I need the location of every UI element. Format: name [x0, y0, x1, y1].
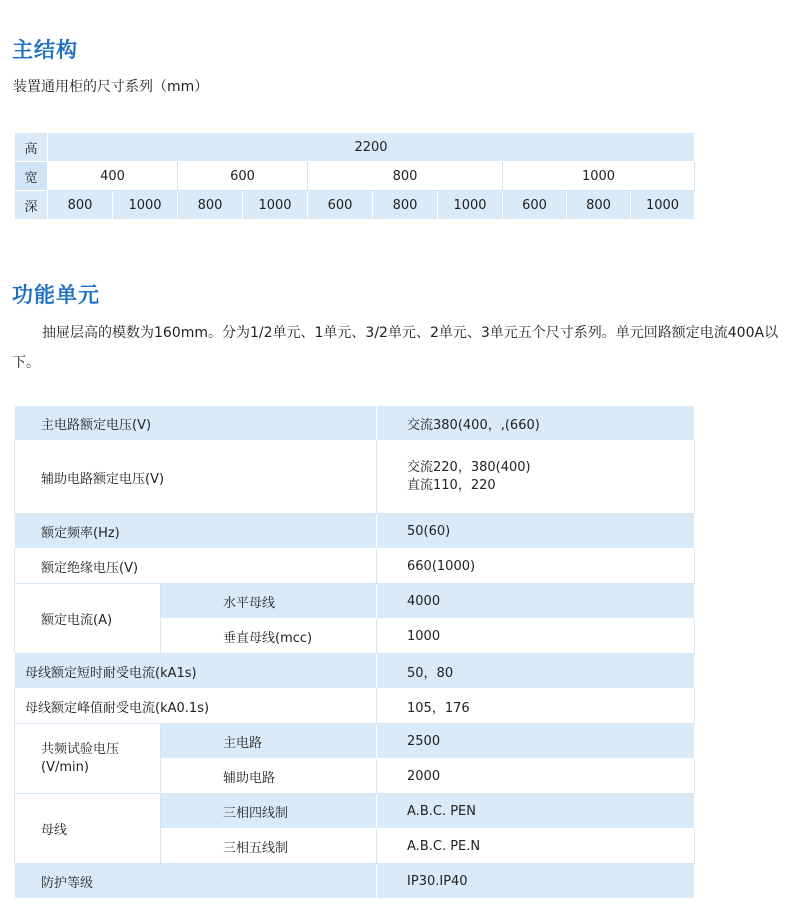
spec-group-label-line: 共频试验电压	[41, 741, 120, 757]
spec-label: 母线额定峰值耐受电流(kA0.1s)	[15, 689, 377, 724]
spec-row-aux-voltage	[15, 441, 695, 514]
depth-value: 800	[178, 191, 243, 220]
height-row	[15, 133, 695, 162]
depth-value: 1000	[113, 191, 178, 220]
spec-row-main-voltage	[15, 406, 695, 441]
dimension-table	[14, 132, 695, 220]
spec-value: 660(1000)	[377, 549, 695, 584]
spec-label: 辅助电路额定电压(V)	[15, 441, 377, 514]
spec-value: 50，80	[377, 654, 695, 689]
function-unit-paragraph: 抽屉层高的模数为160mm。分为1/2单元、1单元、3/2单元、2单元、3单元五个尺寸系列。单元回路额定电流400A以下。	[12, 325, 779, 371]
section-title-function-unit: 功能单元	[12, 283, 100, 307]
spec-value: 4000	[377, 584, 695, 619]
spec-value-line: 直流110，220	[407, 478, 496, 493]
spec-value: 50(60)	[377, 514, 695, 549]
width-label: 宽	[15, 162, 48, 191]
spec-table	[14, 405, 695, 899]
depth-value: 600	[308, 191, 373, 220]
spec-sublabel: 主电路	[161, 724, 377, 759]
section-title-main-structure: 主结构	[12, 38, 78, 62]
spec-group-label	[15, 724, 161, 794]
spec-value-line: 交流220，380(400)	[407, 460, 531, 475]
spec-value: A.B.C. PEN	[377, 794, 695, 829]
section-subtitle: 装置通用柜的尺寸系列（mm）	[13, 79, 209, 95]
spec-value: 2500	[377, 724, 695, 759]
spec-row-insulation	[15, 549, 695, 584]
spec-row-short-time	[15, 654, 695, 689]
spec-label: 防护等级	[15, 864, 377, 899]
spec-value: 2000	[377, 759, 695, 794]
depth-value: 1000	[438, 191, 503, 220]
width-value: 800	[308, 162, 503, 191]
spec-sublabel: 辅助电路	[161, 759, 377, 794]
spec-row-frequency	[15, 514, 695, 549]
spec-label: 额定绝缘电压(V)	[15, 549, 377, 584]
depth-value: 800	[48, 191, 113, 220]
spec-sublabel: 垂直母线(mcc)	[161, 619, 377, 654]
spec-value: A.B.C. PE.N	[377, 829, 695, 864]
height-label: 高	[15, 133, 48, 162]
spec-value: 105，176	[377, 689, 695, 724]
spec-sublabel: 三相四线制	[161, 794, 377, 829]
spec-row-busbar-4wire	[15, 794, 695, 829]
width-value: 600	[178, 162, 308, 191]
depth-value: 600	[503, 191, 567, 220]
width-value: 400	[48, 162, 178, 191]
depth-row	[15, 191, 695, 220]
spec-group-label-line: (V/min)	[41, 759, 89, 775]
depth-value: 800	[373, 191, 438, 220]
spec-group-label: 额定电流(A)	[15, 584, 161, 654]
spec-row-current-horizontal	[15, 584, 695, 619]
spec-row-test-main	[15, 724, 695, 759]
depth-label: 深	[15, 191, 48, 220]
depth-value: 1000	[631, 191, 695, 220]
spec-sublabel: 三相五线制	[161, 829, 377, 864]
spec-value: 交流380(400，,(660)	[377, 406, 695, 441]
spec-label: 主电路额定电压(V)	[15, 406, 377, 441]
width-value: 1000	[503, 162, 695, 191]
spec-label: 母线额定短时耐受电流(kA1s)	[15, 654, 377, 689]
spec-value: IP30.IP40	[377, 864, 695, 899]
depth-value: 800	[567, 191, 631, 220]
spec-label: 额定频率(Hz)	[15, 514, 377, 549]
height-value: 2200	[48, 133, 695, 162]
spec-value: 1000	[377, 619, 695, 654]
depth-value: 1000	[243, 191, 308, 220]
spec-sublabel: 水平母线	[161, 584, 377, 619]
width-row	[15, 162, 695, 191]
spec-row-peak	[15, 689, 695, 724]
spec-row-protection	[15, 864, 695, 899]
spec-value	[377, 441, 695, 514]
spec-group-label: 母线	[15, 794, 161, 864]
